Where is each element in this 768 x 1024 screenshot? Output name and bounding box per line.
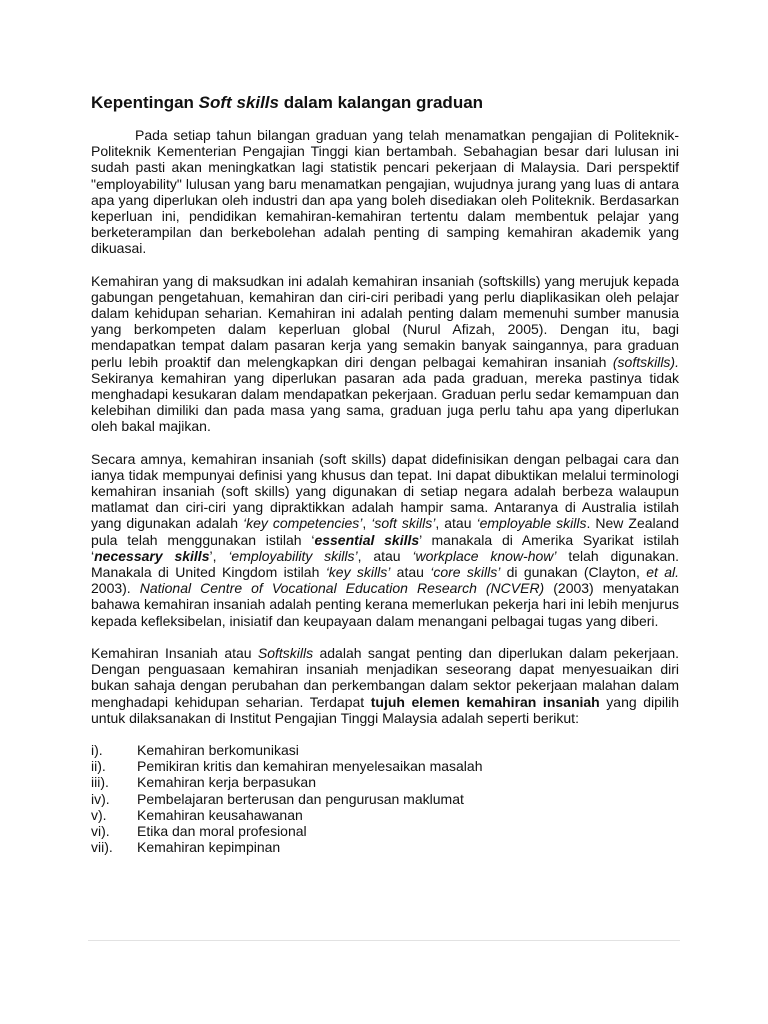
list-item-number: v). [91, 806, 107, 823]
list-item-text: Pembelajaran berterusan dan pengurusan maklumat [137, 790, 464, 807]
p4-text-b: adalah sangat penting dan diperlukan dalam pekerjaan. Dengan penguasaan kemahiran insaniah menjadikan seseorang dapat menyesuaikan diri bukan sahaja dengan perubahan dan perkembangan dalam sektor pekerjaan malahan dalam menghadapi kehidupan seharian. Terdapat [91, 644, 679, 710]
list-item-number: iii). [91, 774, 109, 791]
p4-text-a: Kemahiran Insaniah atau [91, 644, 258, 661]
list-item-number: vi). [91, 822, 110, 839]
title-emphasis: Soft skills [198, 93, 279, 112]
p4-strong: tujuh elemen kemahiran insaniah [370, 693, 600, 710]
list-item [91, 758, 679, 774]
p3-sep-11: (2003) menyatakan bahawa kemahiran insaniah adalah penting kerana memerlukan pekerja hari ini lebih menjurus kepada kefleksibelan, inisiatif dan keupayaan dalam menangani pelbagai tugas yang diberi. [91, 580, 679, 629]
p3-term-employability-skills: ‘employability skills’ [228, 547, 358, 564]
p2-emphasis: (softskills). [612, 353, 679, 370]
p3-sep-10: 2003). [91, 580, 140, 597]
document-body [91, 127, 679, 855]
p3-sep-7: telah digunakan. Manakala di United Kingdom istilah [91, 547, 680, 581]
list-item-text: Kemahiran kepimpinan [137, 839, 281, 856]
p3-et-al: et al. [646, 564, 679, 581]
title-text: Kepentingan [91, 93, 199, 112]
paragraph-2 [91, 273, 679, 435]
p3-term-employable-skills: ‘employable skills [476, 515, 587, 532]
p3-term-essential-skills: essential skills [314, 531, 420, 548]
p3-term-key-competencies: ‘key competencies’ [242, 515, 363, 532]
list-item-text: Pemikiran kritis dan kemahiran menyelesaikan masalah [137, 758, 483, 775]
list-item-text: Kemahiran kerja berpasukan [137, 774, 316, 791]
list-item-text: Kemahiran berkomunikasi [137, 741, 299, 758]
p3-term-core-skills: ‘core skills’ [430, 564, 501, 581]
list-item [91, 807, 679, 823]
p3-sep-6: , atau [357, 547, 413, 564]
list-item-text: Kemahiran keusahawanan [137, 806, 303, 823]
p3-sep-1: , [362, 515, 372, 532]
p3-sep-2: , atau [435, 515, 477, 532]
p2-text-a: Kemahiran yang di maksudkan ini adalah kemahiran insaniah (softskills) yang merujuk kepada gabungan pengetahuan, kemahiran dan ciri-ciri peribadi yang perlu diaplikasikan oleh pelajar dalam kehidupan seharian. Kemahiran ini adalah penting dalam memenuhi sumber manusia yang berkompeten dalam keperluan global (Nurul Afizah, 2005). Dengan itu, bagi mendapatkan tempat dalam pasaran kerja yang semakin banyak saingannya, para graduan perlu lebih proaktif dan melengkapkan diri dengan pelbagai kemahiran insaniah [91, 272, 679, 370]
p4-text-c: yang dipilih untuk dilaksanakan di Institut Pengajian Tinggi Malaysia adalah seperti berikut: [91, 693, 679, 726]
p3-sep-5: ’, [209, 547, 229, 564]
list-item [91, 774, 679, 790]
paragraph-1-text: Pada setiap tahun bilangan graduan yang telah menamatkan pengajian di Politeknik-Politeknik Kementerian Pengajian Tinggi kian bertambah. Sebahagian besar dari lulusan ini sudah pasti akan meningkatkan lagi statistik pencari pekerjaan di Malaysia. Dari perspektif "employability" lulusan yang baru menamatkan pengajian, wujudnya jurang yang luas di antara apa yang diperlukan oleh industri dan apa yang boleh disediakan oleh Politeknik. Berdasarkan keperluan ini, pendidikan kemahiran-kemahiran tertentu dalam membentuk pelajar yang berketerampilan dan berkebolehan adalah penting di samping kemahiran akademik yang dikuasai. [91, 127, 679, 257]
document-title [91, 93, 483, 113]
list-item [91, 742, 679, 758]
list-item [91, 791, 679, 807]
p3-term-necessary-skills: necessary skills [94, 547, 210, 564]
list-item [91, 823, 679, 839]
p3-sep-4: ’ manakala di Amerika Syarikat istilah ‘ [91, 531, 680, 564]
paragraph-1 [91, 127, 679, 257]
list-item-number: ii). [91, 758, 106, 775]
p3-sep-8: atau [390, 564, 431, 581]
p3-sep-3: . New Zealand pula telah menggunakan istilah ‘ [91, 515, 679, 548]
paragraph-3 [91, 451, 679, 629]
list-item [91, 839, 679, 855]
p3-ncver: National Centre of Vocational Education Research (NCVER) [139, 580, 545, 597]
list-item-number: vii). [91, 839, 113, 856]
p3-text-a: Secara amnya, kemahiran insaniah (soft skills) dapat didefinisikan dengan pelbagai cara dan ianya tidak mempunyai definisi yang khusus dan tepat. Ini dapat dibuktikan melalui terminologi kemahiran insaniah (soft skills) yang digunakan di setiap negara adalah berbeza walaupun matlamat dan ciri-ciri yang dipraktikkan adalah hampir sama. Antaranya di Australia istilah yang digunakan adalah [91, 450, 679, 532]
list-item-number: iv). [91, 790, 110, 807]
list-item-text: Etika dan moral profesional [137, 822, 307, 839]
p3-term-soft-skills: ‘soft skills’ [371, 515, 436, 532]
title-text-end: dalam kalangan graduan [278, 93, 484, 112]
p3-term-key-skills: ‘key skills’ [325, 564, 391, 581]
p3-term-workplace-know-how: ‘workplace know-how’ [412, 547, 557, 564]
p2-text-b: Sekiranya kemahiran yang diperlukan pasaran ada pada graduan, mereka pastinya tidak menghadapi kesukaran dalam mendapatkan pekerjaan. Graduan perlu sedar kemampuan dan kelebihan dimiliki dan pada masa yang sama, graduan juga perlu tahu apa yang diperlukan oleh bakal majikan. [91, 369, 679, 435]
p3-sep-9: di gunakan (Clayton, [500, 564, 647, 581]
p4-emphasis: Softskills [257, 644, 314, 661]
paragraph-4 [91, 645, 679, 726]
elements-list [91, 742, 679, 855]
list-item-number: i). [91, 741, 103, 758]
page-divider [88, 940, 680, 941]
